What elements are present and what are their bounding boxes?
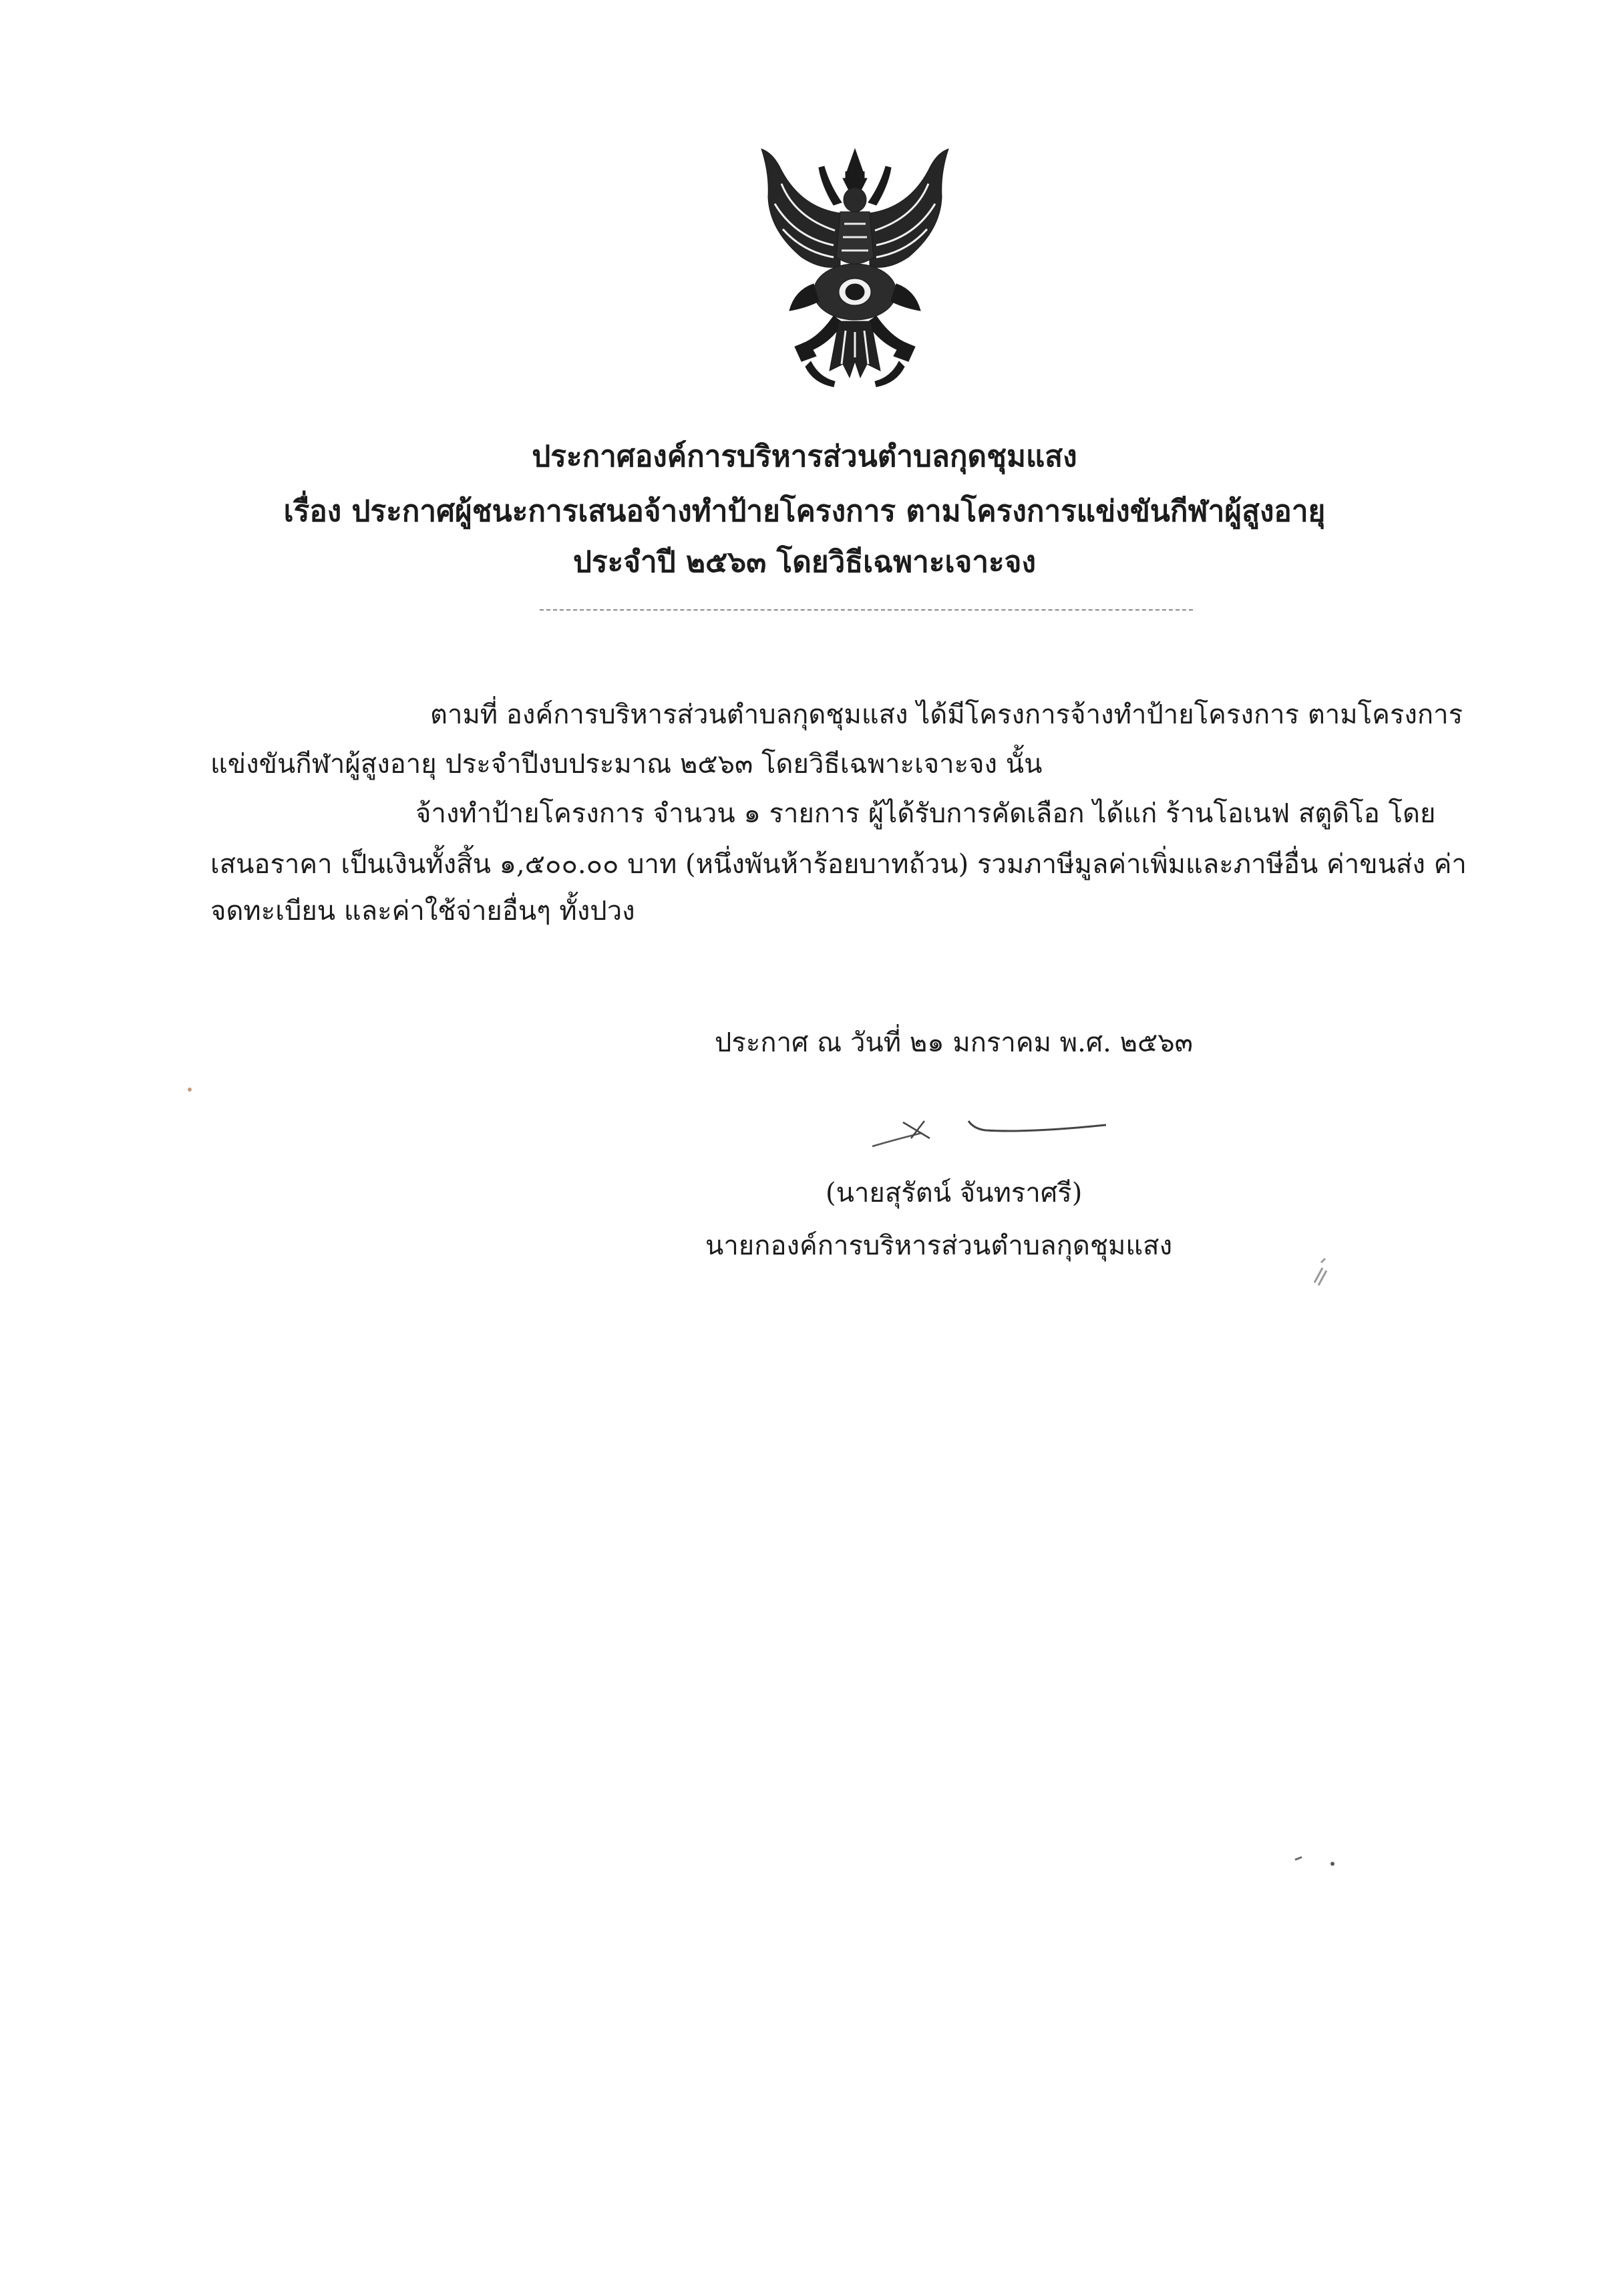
header-divider [540,609,1193,611]
scan-speck [1309,1256,1336,1289]
signatory-position: นายกองค์การบริหารส่วนตำบลกุดชุมแสง [705,1231,1173,1261]
announcement-date: ประกาศ ณ วันที่ ๒๑ มกราคม พ.ศ. ๒๕๖๓ [715,1027,1193,1058]
scan-speck [186,1086,194,1094]
paragraph-1-line-2: แข่งขันกีฬาผู้สูงอายุ ประจำปีงบประมาณ ๒๕๖๓ โดยวิธีเฉพาะเจาะจง นั้น [210,749,1043,780]
scan-speck [1292,1850,1339,1870]
announcement-subject-year: ประจำปี ๒๕๖๓ โดยวิธีเฉพาะเจาะจง [573,545,1036,579]
paragraph-1-line-1: ตามที่ องค์การบริหารส่วนตำบลกุดชุมแสง ได้มีโครงการจ้างทำป้ายโครงการ ตามโครงการ [430,699,1463,730]
signatory-name: (นายสุรัตน์ จันทราศรี) [826,1178,1083,1208]
paragraph-2-line-1: จ้างทำป้ายโครงการ จำนวน ๑ รายการ ผู้ได้รับการคัดเลือก ได้แก่ ร้านโอเนฟ สตูดิโอ โดย [415,798,1436,829]
announcement-subject: เรื่อง ประกาศผู้ชนะการเสนอจ้างทำป้ายโครงการ ตามโครงการแข่งขันกีฬาผู้สูงอายุ [283,494,1326,528]
paragraph-2-line-2: เสนอราคา เป็นเงินทั้งสิ้น ๑,๕๐๐.๐๐ บาท (หนึ่งพันห้าร้อยบาทถ้วน) รวมภาษีมูลค่าเพิ่มและภาษีอื่น ค่าขนส่ง ค่า [210,849,1467,880]
announcement-title: ประกาศองค์การบริหารส่วนตำบลกุดชุมแสง [532,440,1077,474]
handwritten-signature-icon [868,1109,1122,1156]
paragraph-2-line-3: จดทะเบียน และค่าใช้จ่ายอื่นๆ ทั้งปวง [210,896,635,927]
garuda-emblem-icon [755,144,955,387]
